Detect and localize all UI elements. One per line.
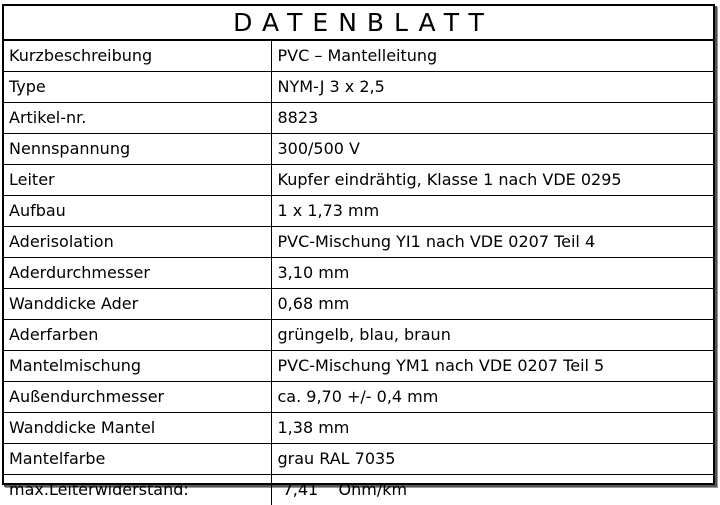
spec-value: PVC-Mischung YI1 nach VDE 0207 Teil 4 <box>271 227 713 258</box>
datasheet-title: DATENBLATT <box>4 6 713 36</box>
table-row <box>4 165 713 196</box>
table-row <box>4 289 713 320</box>
spec-table <box>4 39 713 505</box>
spec-value: 1,38 mm <box>271 413 713 444</box>
spec-label: Mantelfarbe <box>4 444 271 475</box>
table-row <box>4 258 713 289</box>
table-row <box>4 413 713 444</box>
table-row <box>4 72 713 103</box>
spec-label: Nennspannung <box>4 134 271 165</box>
spec-value: Kupfer eindrähtig, Klasse 1 nach VDE 0295 <box>271 165 713 196</box>
spec-value: PVC-Mischung YM1 nach VDE 0207 Teil 5 <box>271 351 713 382</box>
spec-label: Aderisolation <box>4 227 271 258</box>
spec-label: max.Leiterwiderstand: <box>4 475 271 505</box>
table-row <box>4 444 713 475</box>
spec-value: 300/500 V <box>271 134 713 165</box>
spec-label: Wanddicke Mantel <box>4 413 271 444</box>
spec-value: PVC – Mantelleitung <box>271 40 713 72</box>
spec-value: 8823 <box>271 103 713 134</box>
table-row <box>4 227 713 258</box>
table-row <box>4 40 713 72</box>
table-row <box>4 134 713 165</box>
spec-label: Aderdurchmesser <box>4 258 271 289</box>
spec-label: Außendurchmesser <box>4 382 271 413</box>
table-row <box>4 103 713 134</box>
spec-label: Type <box>4 72 271 103</box>
spec-value: grau RAL 7035 <box>271 444 713 475</box>
spec-label: Aufbau <box>4 196 271 227</box>
datasheet <box>2 4 715 485</box>
spec-value: NYM-J 3 x 2,5 <box>271 72 713 103</box>
spec-value: 1 x 1,73 mm <box>271 196 713 227</box>
spec-label: Kurzbeschreibung <box>4 40 271 72</box>
table-row <box>4 475 713 505</box>
spec-label: Aderfarben <box>4 320 271 351</box>
spec-value: 0,68 mm <box>271 289 713 320</box>
spec-value: 7,41 Ohm/km <box>271 475 713 505</box>
spec-label: Wanddicke Ader <box>4 289 271 320</box>
spec-value: grüngelb, blau, braun <box>271 320 713 351</box>
table-row <box>4 196 713 227</box>
spec-label: Leiter <box>4 165 271 196</box>
table-row <box>4 351 713 382</box>
table-row <box>4 320 713 351</box>
spec-label: Artikel-nr. <box>4 103 271 134</box>
spec-value: ca. 9,70 +/- 0,4 mm <box>271 382 713 413</box>
table-row <box>4 382 713 413</box>
spec-label: Mantelmischung <box>4 351 271 382</box>
spec-value: 3,10 mm <box>271 258 713 289</box>
